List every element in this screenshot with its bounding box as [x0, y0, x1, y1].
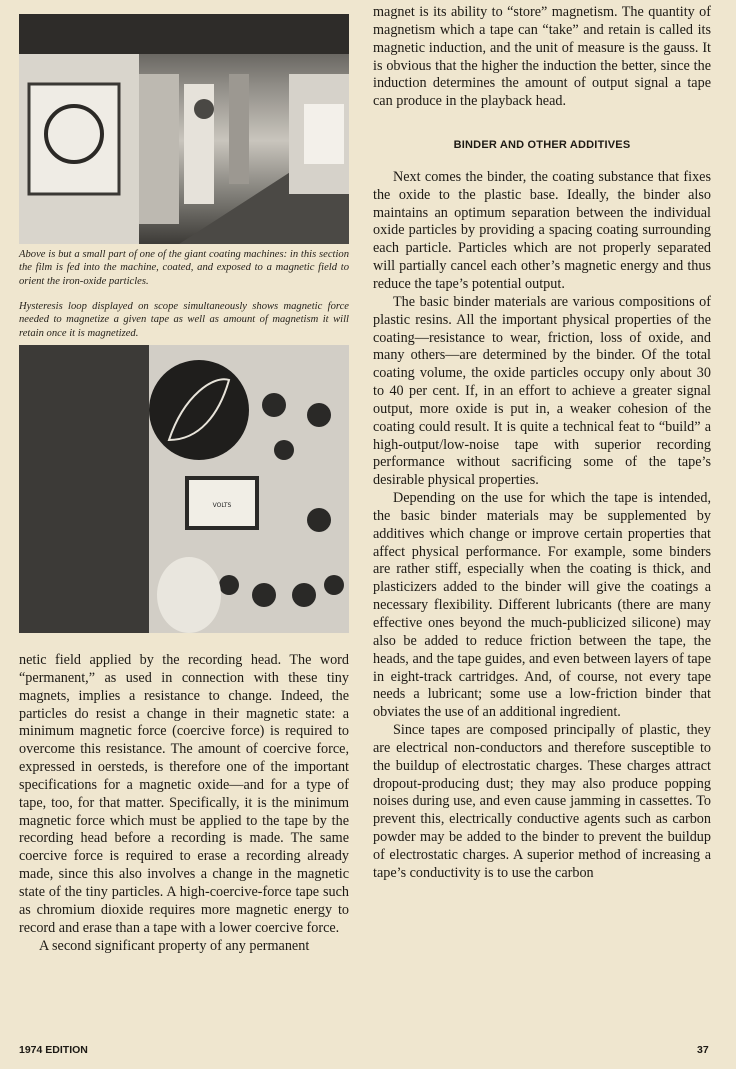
- right-paragraph-2: The basic binder materials are various compositions of plastic resins. All the important physical properties of the coating—resistance to wear, friction, loss of oxide, and many others—are determined by the binder. Of the total coating volume, the oxide particles occupy only about 30 to 40 per cent. If, in an effort to achieve a greater signal output, more oxide is put in, a weaker cohesion of the coating could result. It is quite a technical feat to “build” a high-output/low-noise tape with superior recording performance without sacrificing some of the tape’s desirable physical properties.: [373, 293, 711, 489]
- oscilloscope-illustration: [19, 345, 349, 633]
- section-heading: BINDER AND OTHER ADDITIVES: [453, 139, 631, 152]
- footer-edition: 1974 EDITION: [19, 1044, 88, 1056]
- meter-label: VOLTS: [212, 502, 232, 509]
- right-paragraph-1: Next comes the binder, the coating substance that fixes the oxide to the plastic base. Ideally, the binder also maintains an optimum separation between the individual oxide particles by providing a spacing coating surrounding each particle. Particles which are not properly separated will partially cancel each other’s magnetic energy and thus reduce the tape’s potential output.: [373, 168, 711, 292]
- coating-machine-illustration: [19, 14, 349, 244]
- right-paragraph-3: Depending on the use for which the tape is intended, the basic binder materials may be supplemented by additives which change or improve certain properties that affect physical performance. For example, some binders are rather stiff, especially when the coating is thick, and plasticizers added to the binder will give the coatings a necessary flexibility. Different lubricants (there are many effective ones beyond the much-publicized silicone) may also be added to reduce friction between the tape, the heads, and the tape guides, and even between layers of tape in eight-track cartridges. And, of course, not every tape needs a lubricant; some use a low-friction binder that obviates the use of an additional ingredient.: [373, 490, 711, 721]
- hysteresis-caption: Hysteresis loop displayed on scope simultaneously shows magnetic force needed to magnetize a given tape as well as amount of magnetism it will retain once it is magnetized.: [19, 301, 349, 339]
- left-text-column: [19, 652, 349, 955]
- page-number: 37: [697, 1044, 709, 1056]
- left-paragraph-1: netic field applied by the recording head. The word “permanent,” as used in connection with these tiny magnets, implies a resistance to change. Indeed, the particles do resist a change in their magnetic state: a minimum magnetic force (coercive force) is required to overcome this resistance. The amount of coercive force, expressed in oersteds, is therefore one of the important specifications for a magnetic oxide—and for a type of tape, too, for that matter. Specifically, it is the minimum magnetic force which must be applied to the tape by the recording head before a recording is made. The same coercive force is required to erase a recording already made, since this also involves a change in the magnetic state of the tiny particles. A high-coercive-force tape such as chromium dioxide requires more magnetic energy to record and erase than a tape with a lower coercive force.: [19, 652, 349, 936]
- coating-machine-photo: [19, 14, 349, 244]
- right-paragraph-top: magnet is its ability to “store” magnetism. The quantity of magnetism which a tape can “take” and retain is called its magnetic induction, and the unit of measure is the gauss. It is obvious that the higher the induction the better, since the induction determines the amount of output signal a tape can produce in the playback head.: [373, 4, 711, 110]
- left-paragraph-2: A second significant property of any permanent: [39, 937, 310, 954]
- right-text-column: [373, 4, 711, 883]
- oscilloscope-photo: [19, 345, 349, 633]
- coating-machine-caption: Above is but a small part of one of the giant coating machines: in this section the film is fed into the machine, coated, and exposed to a magnetic field to orient the iron-oxide particles.: [19, 249, 349, 287]
- right-paragraph-4: Since tapes are composed principally of plastic, they are electrical non-conductors and therefore susceptible to the buildup of electrostatic charges. These charges attract dropout-producing dust; they may also produce popping noises during use, and even cause jamming in cassettes. To prevent this, electrically conductive agents such as carbon powder may be added to the binder to prevent the buildup of electrostatic charges. A superior method of increasing a tape’s conductivity is to use the carbon: [373, 722, 711, 881]
